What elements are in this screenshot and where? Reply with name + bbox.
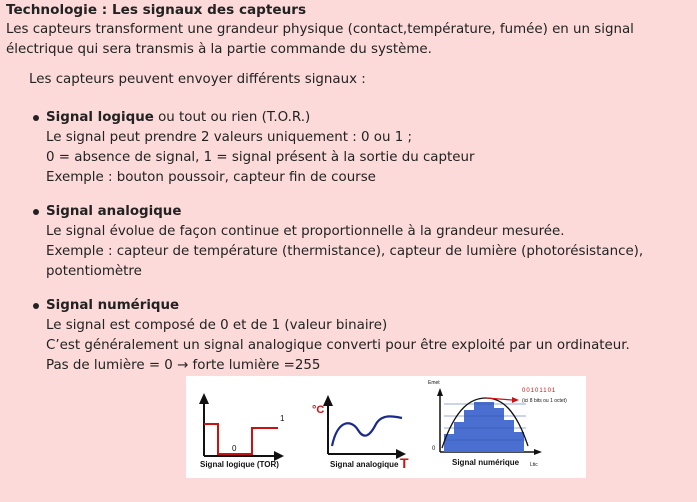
numeric-emet-label: Emet [428, 380, 440, 386]
numeric-y-arrow [437, 388, 443, 396]
signals-figure [186, 376, 586, 478]
intro-line-2: électrique qui sera transmis à la partie commande du système. [6, 42, 432, 57]
tor-label-zero: 0 [232, 444, 237, 453]
tor-caption: Signal logique (TOR) [200, 460, 279, 469]
analog-unit-label: °C [312, 404, 325, 416]
tor-y-arrow [199, 393, 209, 404]
numeric-bar [504, 420, 514, 452]
numeric-pointer-arrow [512, 397, 519, 403]
numeric-zero-label: 0 [432, 446, 436, 452]
signal-line: Le signal évolue de façon continue et proportionnelle à la grandeur mesurée. [46, 224, 565, 239]
signal-line: Exemple : capteur de température (thermistance), capteur de lumière (photorésistance), [46, 244, 644, 259]
analog-diagram [323, 395, 406, 459]
signal-line: Le signal peut prendre 2 valeurs uniquement : 0 ou 1 ; [46, 130, 413, 145]
numeric-caption: Signal numérique [452, 458, 520, 467]
tor-diagram [199, 393, 284, 461]
analog-t-label: T [400, 455, 409, 471]
analog-y-arrow [323, 395, 333, 406]
analog-caption: Signal analogique [330, 460, 399, 469]
numeric-bar [474, 402, 484, 452]
numeric-bar [454, 422, 464, 452]
numeric-pointer-line [486, 398, 512, 400]
intro-paragraph [6, 20, 696, 60]
numeric-bar [484, 402, 494, 452]
numeric-bar [514, 432, 524, 452]
list-item-signal-logique [46, 108, 696, 188]
signal-line: C’est généralement un signal analogique converti pour être exploité par un ordinateur. [46, 338, 630, 353]
intro-line-1: Les capteurs transforment une grandeur physique (contact,température, fumée) en un signal [6, 22, 634, 37]
list-item-signal-numerique [46, 296, 696, 376]
signal-name: Signal analogique [46, 204, 182, 219]
analog-signal-curve [332, 416, 402, 446]
numeric-bits-label: 00101101 [522, 388, 557, 394]
signal-line: potentiomètre [46, 264, 142, 279]
signal-name: Signal numérique [46, 298, 180, 313]
numeric-bits-note: (ici 8 bits ou 1 octet) [522, 398, 567, 404]
signal-line: Le signal est composé de 0 et de 1 (valeur binaire) [46, 318, 388, 333]
signal-line: Pas de lumière = 0 → forte lumière =255 [46, 358, 321, 373]
signals-list [0, 108, 696, 390]
tor-signal-line [204, 424, 278, 454]
signal-suffix: ou tout ou rien (T.O.R.) [153, 110, 311, 125]
signal-name: Signal logique [46, 110, 154, 125]
numeric-bar [494, 408, 504, 452]
page-title: Technologie : Les signaux des capteurs [6, 2, 307, 18]
signal-line: Exemple : bouton poussoir, capteur fin de course [46, 170, 376, 185]
lead-text: Les capteurs peuvent envoyer différents signaux : [29, 72, 366, 87]
numeric-time-label: Ltic [530, 462, 538, 468]
numeric-x-arrow [534, 449, 542, 455]
list-item-signal-analogique [46, 202, 696, 282]
signal-line: 0 = absence de signal, 1 = signal présent à la sortie du capteur [46, 150, 475, 165]
tor-label-one: 1 [280, 414, 285, 423]
